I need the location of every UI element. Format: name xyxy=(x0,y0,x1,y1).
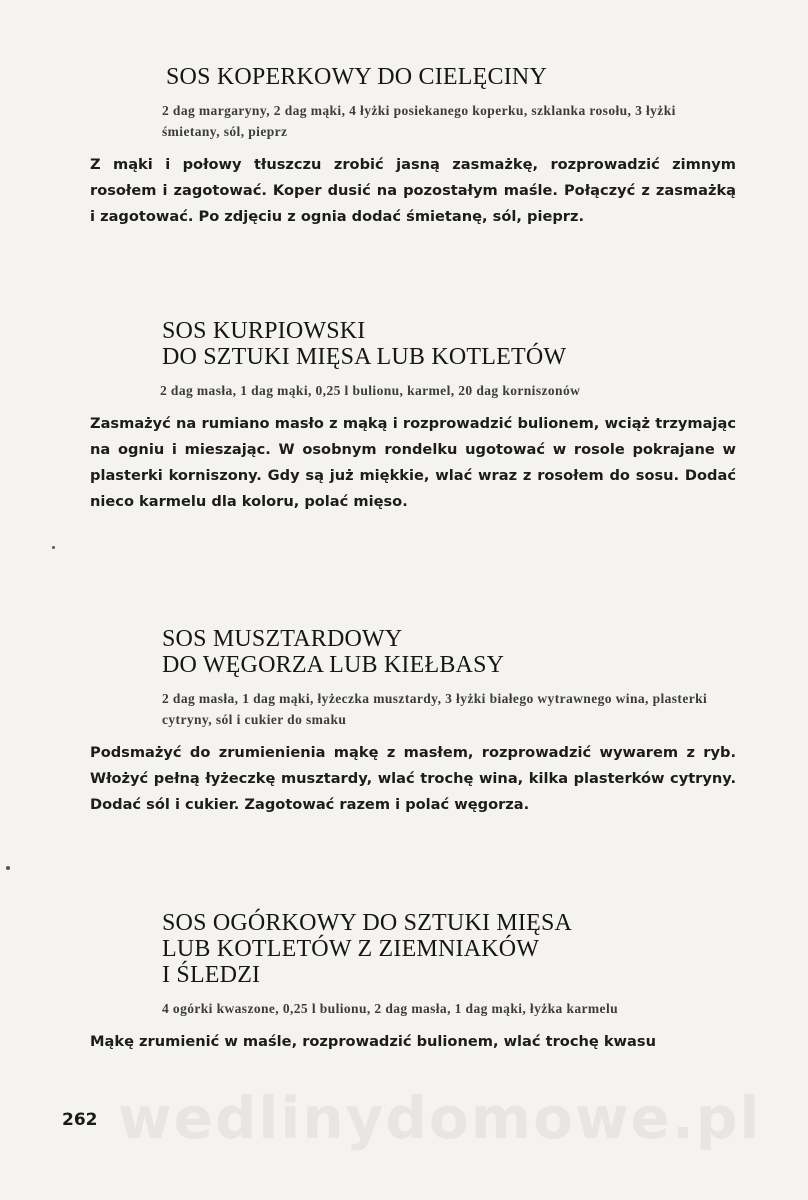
recipe-ingredients: 2 dag masła, 1 dag mąki, 0,25 l bulionu, karmel, 20 dag korniszonów xyxy=(160,383,581,398)
recipe-sos-musztardowy xyxy=(90,626,736,818)
recipe-instructions: Z mąki i połowy tłuszczu zrobić jasną zasmażkę, rozprowadzić zimnym rosołem i zagotować. Koper dusić na pozostałym maśle. Połączyć z zasmażką i zagotować. Po zdjęciu z ognia dodać śmietanę, sól, pieprz. xyxy=(90,156,736,225)
recipe-title-line: I ŚLEDZI xyxy=(162,962,261,988)
recipe-sos-ogorkowy xyxy=(90,910,736,1055)
recipe-title xyxy=(162,626,736,678)
page-number: 262 xyxy=(62,1110,98,1130)
recipe-ingredients: 2 dag margaryny, 2 dag mąki, 4 łyżki posiekanego koperku, szklanka rosołu, 3 łyżki śmietany, sól, pieprz xyxy=(162,103,676,139)
recipe-sos-koperkowy xyxy=(90,64,736,230)
recipe-title-line: SOS KURPIOWSKI xyxy=(162,318,366,344)
recipe-instructions: Podsmażyć do zrumienienia mąkę z masłem, rozprowadzić wywarem z ryb. Włożyć pełną łyżeczkę musztardy, wlać trochę wina, kilka plasterków cytryny. Dodać sól i cukier. Zagotować razem i polać węgorza. xyxy=(90,744,736,813)
watermark: wedlinydomowe.pl xyxy=(118,1084,762,1152)
recipe-instructions: Mąkę zrumienić w maśle, rozprowadzić bulionem, wlać trochę kwasu xyxy=(90,1033,656,1050)
recipe-instructions: Zasmażyć na rumiano masło z mąką i rozprowadzić bulionem, wciąż trzymając na ogniu i mieszając. W osobnym rondelku ugotować w rosole pokrajane w plasterki korniszony. Gdy są już miękkie, wlać wraz z rosołem do sosu. Dodać nieco karmelu dla koloru, polać mięso. xyxy=(90,415,736,510)
recipe-ingredients: 4 ogórki kwaszone, 0,25 l bulionu, 2 dag masła, 1 dag mąki, łyżka karmelu xyxy=(162,1001,619,1016)
recipe-title-line: DO WĘGORZA LUB KIEŁBASY xyxy=(162,652,505,678)
recipe-ingredients: 2 dag masła, 1 dag mąki, łyżeczka musztardy, 3 łyżki białego wytrawnego wina, plasterki cytryny, sól i cukier do smaku xyxy=(162,691,708,727)
recipe-title-line: SOS OGÓRKOWY DO SZTUKI MIĘSA xyxy=(162,910,573,936)
recipe-title-line: SOS KOPERKOWY DO CIELĘCINY xyxy=(166,64,547,90)
scan-speck xyxy=(6,866,10,870)
recipe-title xyxy=(162,910,736,988)
recipe-title xyxy=(166,64,736,90)
recipe-sos-kurpiowski xyxy=(90,318,736,515)
recipe-title-line: DO SZTUKI MIĘSA LUB KOTLETÓW xyxy=(162,344,567,370)
recipe-title xyxy=(162,318,736,370)
recipe-title-line: LUB KOTLETÓW Z ZIEMNIAKÓW xyxy=(162,936,540,962)
recipe-title-line: SOS MUSZTARDOWY xyxy=(162,626,403,652)
scan-speck xyxy=(52,546,55,549)
